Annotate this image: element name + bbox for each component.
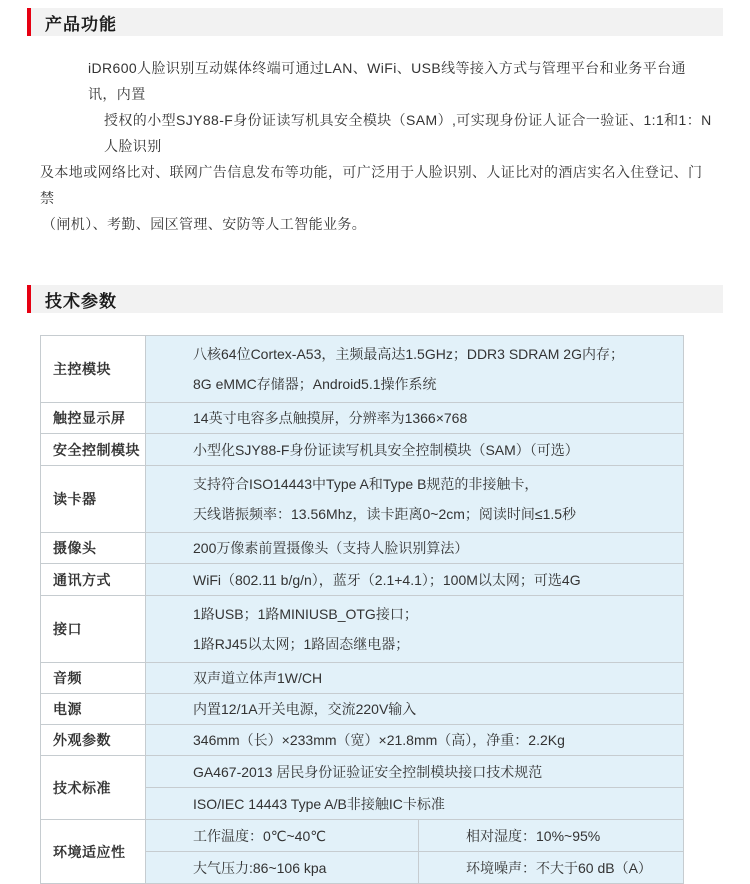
table-row bbox=[41, 596, 684, 663]
spec-value: GA467-2013 居民身份证验证安全控制模块接口技术规范 bbox=[146, 756, 684, 788]
spec-table bbox=[40, 335, 684, 884]
spec-value: 双声道立体声1W/CH bbox=[146, 663, 684, 694]
spec-value: 14英寸电容多点触摸屏，分辨率为1366×768 bbox=[146, 403, 684, 434]
table-row bbox=[41, 694, 684, 725]
feature-paragraph bbox=[40, 55, 712, 237]
spec-value: 346mm（长）×233mm（宽）×21.8mm（高），净重：2.2Kg bbox=[146, 725, 684, 756]
spec-value: 环境噪声：不大于60 dB（A） bbox=[419, 852, 684, 884]
table-row bbox=[41, 403, 684, 434]
spec-value: ISO/IEC 14443 Type A/B非接触IC卡标准 bbox=[146, 788, 684, 820]
spec-label: 触控显示屏 bbox=[41, 403, 146, 434]
table-row bbox=[41, 756, 684, 788]
spec-label: 安全控制模块 bbox=[41, 434, 146, 466]
spec-value: 200万像素前置摄像头（支持人脸识别算法） bbox=[146, 533, 684, 564]
spec-label: 环境适应性 bbox=[41, 820, 146, 884]
spec-value bbox=[146, 336, 684, 403]
table-row bbox=[41, 434, 684, 466]
spec-value-line: 天线谐振频率：13.56Mhz，读卡距离0~2cm；阅读时间≤1.5秒 bbox=[193, 506, 577, 522]
spec-value-line: 8G eMMC存储器；Android5.1操作系统 bbox=[193, 376, 437, 392]
table-row bbox=[41, 663, 684, 694]
spec-value-line: 八核64位Cortex-A53，主频最高达1.5GHz；DDR3 SDRAM 2G内存； bbox=[193, 346, 624, 362]
section-header-features bbox=[27, 8, 723, 36]
spec-label: 接口 bbox=[41, 596, 146, 663]
feature-line: 授权的小型SJY88-F身份证读写机具安全模块（SAM）,可实现身份证人证合一验证、1:1和1：N人脸识别 bbox=[104, 112, 712, 154]
spec-label: 摄像头 bbox=[41, 533, 146, 564]
table-row bbox=[41, 564, 684, 596]
spec-label: 技术标准 bbox=[41, 756, 146, 820]
spec-value-line: 支持符合ISO14443中Type A和Type B规范的非接触卡， bbox=[193, 476, 539, 492]
spec-value: 大气压力:86~106 kpa bbox=[146, 852, 419, 884]
feature-line: （闸机）、考勤、园区管理、安防等人工智能业务。 bbox=[42, 216, 367, 232]
table-row bbox=[41, 820, 684, 852]
spec-value: 小型化SJY88-F身份证读写机具安全控制模块（SAM）（可选） bbox=[146, 434, 684, 466]
spec-label: 外观参数 bbox=[41, 725, 146, 756]
table-row bbox=[41, 336, 684, 403]
spec-label: 电源 bbox=[41, 694, 146, 725]
spec-value-line: 1路USB；1路MINIUSB_OTG接口； bbox=[193, 606, 418, 622]
spec-value: 内置12/1A开关电源，交流220V输入 bbox=[146, 694, 684, 725]
table-row bbox=[41, 466, 684, 533]
spec-label: 读卡器 bbox=[41, 466, 146, 533]
spec-value bbox=[146, 596, 684, 663]
spec-value: WiFi（802.11 b/g/n），蓝牙（2.1+4.1）；100M以太网；可选4G bbox=[146, 564, 684, 596]
spec-value: 工作温度：0℃~40℃ bbox=[146, 820, 419, 852]
table-row bbox=[41, 725, 684, 756]
spec-label: 音频 bbox=[41, 663, 146, 694]
spec-value bbox=[146, 466, 684, 533]
spec-value: 相对湿度：10%~95% bbox=[419, 820, 684, 852]
product-detail-page bbox=[0, 8, 750, 876]
spec-label: 主控模块 bbox=[41, 336, 146, 403]
feature-line: 及本地或网络比对、联网广告信息发布等功能，可广泛用于人脸识别、人证比对的酒店实名入住登记、门禁 bbox=[40, 164, 703, 206]
table-row bbox=[41, 533, 684, 564]
section-header-specs bbox=[27, 285, 723, 313]
section-title-specs: 技术参数 bbox=[45, 291, 117, 311]
feature-line: iDR600人脸识别互动媒体终端可通过LAN、WiFi、USB线等接入方式与管理平台和业务平台通讯，内置 bbox=[88, 60, 686, 102]
spec-label: 通讯方式 bbox=[41, 564, 146, 596]
section-title-features: 产品功能 bbox=[45, 14, 117, 34]
spec-value-line: 1路RJ45以太网；1路固态继电器； bbox=[193, 636, 410, 652]
